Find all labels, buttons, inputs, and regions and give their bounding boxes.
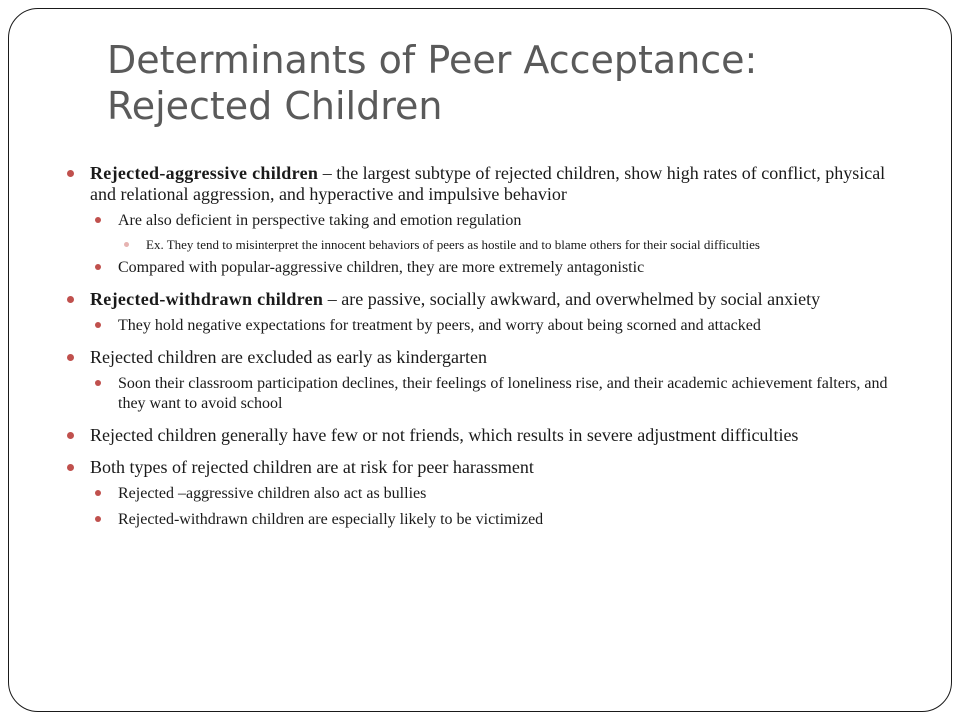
bullet-dot-icon	[95, 264, 101, 270]
bullet-dot-icon	[67, 464, 74, 471]
bullet-term: Rejected-withdrawn children	[90, 289, 324, 309]
bullet-dot-icon	[95, 322, 101, 328]
sub-bullet-text: Soon their classroom participation declines, their feelings of loneliness rise, and their academic achievement falters, and they want to avoid school	[118, 375, 888, 412]
bullet-dot-icon	[95, 380, 101, 386]
bullet-dot-icon	[95, 516, 101, 522]
bullet-term: Rejected-aggressive children	[90, 163, 319, 183]
bullet-text: – are passive, socially awkward, and overwhelmed by social anxiety	[323, 289, 821, 309]
sub-bullet-text: They hold negative expectations for treatment by peers, and worry about being scorned and attacked	[118, 317, 761, 334]
slide-title	[107, 37, 907, 129]
sub-bullet-deficient	[65, 211, 895, 231]
sub-bullet-antagonistic	[65, 258, 895, 278]
slide	[8, 8, 952, 712]
bullet-dot-icon	[67, 296, 74, 303]
sub-bullet-bullies	[65, 484, 895, 504]
sub-bullet-text: Rejected-withdrawn children are especially likely to be victimized	[118, 511, 544, 528]
bullet-excluded-kindergarten	[65, 347, 895, 368]
sub-bullet-text: Compared with popular-aggressive children, they are more extremely antagonistic	[118, 259, 645, 276]
bullet-text: – the largest subtype of rejected children, show high rates of conflict, physical and relational aggression, and hyperactive and impulsive behavior	[90, 163, 886, 204]
bullet-dot-icon	[67, 354, 74, 361]
bullet-dot-icon	[95, 217, 101, 223]
title-line-1: Determinants of Peer Acceptance:	[107, 38, 758, 82]
bullet-dot-icon	[67, 432, 74, 439]
bullet-list	[65, 163, 895, 530]
bullet-rejected-withdrawn	[65, 289, 895, 310]
sub-bullet-negative-expectations	[65, 316, 895, 336]
sub-sub-bullet-text: Ex. They tend to misinterpret the innocent behaviors of peers as hostile and to blame others for their social difficulties	[146, 237, 760, 252]
sub-sub-bullet-example	[65, 237, 895, 252]
bullet-text: Rejected children generally have few or not friends, which results in severe adjustment difficulties	[90, 425, 799, 445]
bullet-text: Rejected children are excluded as early as kindergarten	[90, 347, 487, 367]
bullet-dot-icon	[95, 490, 101, 496]
bullet-few-friends	[65, 425, 895, 446]
bullet-text: Both types of rejected children are at risk for peer harassment	[90, 457, 534, 477]
title-line-2: Rejected Children	[107, 84, 443, 128]
bullet-dot-icon	[124, 242, 129, 247]
sub-bullet-victimized	[65, 510, 895, 530]
bullet-rejected-aggressive	[65, 163, 895, 205]
sub-bullet-text: Rejected –aggressive children also act as bullies	[118, 485, 427, 502]
bullet-peer-harassment	[65, 457, 895, 478]
sub-bullet-participation-declines	[65, 374, 895, 414]
sub-bullet-text: Are also deficient in perspective taking and emotion regulation	[118, 212, 522, 229]
bullet-dot-icon	[67, 170, 74, 177]
